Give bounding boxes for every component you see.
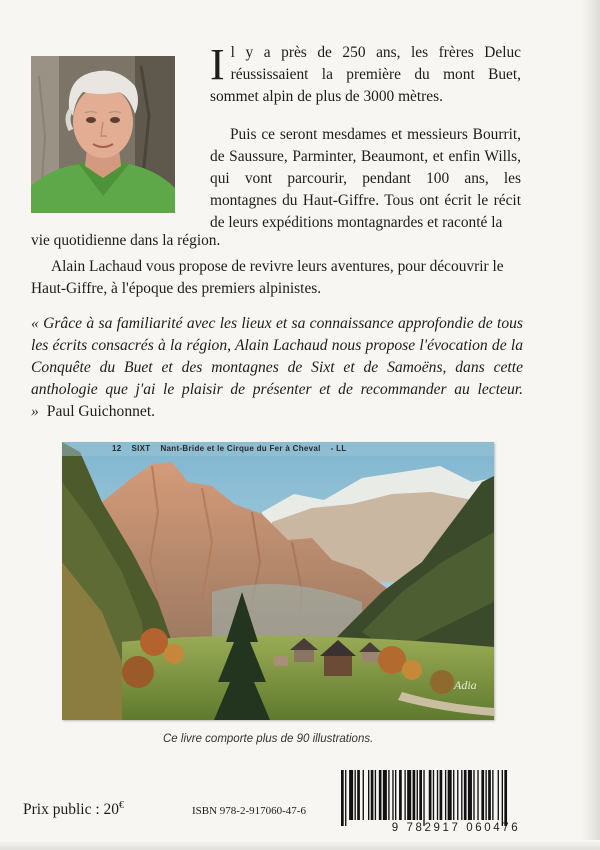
barcode-bar	[477, 770, 478, 820]
page-edge-shadow	[582, 0, 600, 850]
barcode-bar	[437, 770, 438, 820]
price-label	[23, 800, 124, 819]
price-text: Prix public : 20	[23, 801, 120, 819]
intro-paragraph-2-continued: vie quotidienne dans la région.	[31, 232, 221, 249]
barcode-bar	[498, 770, 499, 820]
postcard-title: Nant-Bride et le Cirque du Fer à Cheval	[160, 444, 321, 453]
isbn-text: ISBN 978-2-917060-47-6	[192, 805, 306, 817]
intro-paragraph-1-text: l y a près de 250 ans, les frères Deluc réussissaient la première du mont Buet, sommet alpin de plus de 3000 mètres.	[210, 44, 521, 105]
barcode-bar	[423, 770, 424, 826]
barcode-bar	[419, 770, 422, 820]
barcode-bar	[440, 770, 443, 820]
barcode-bar	[357, 770, 360, 820]
intro-paragraph-3: Alain Lachaud vous propose de revivre leurs aventures, pour découvrir le Haut-Giffre, à l'époque des premiers alpinistes.	[31, 258, 504, 297]
barcode-bar	[399, 770, 402, 820]
drop-cap: I	[210, 40, 225, 89]
quote-author: Paul Guichonnet.	[46, 403, 156, 420]
barcode-bar	[445, 770, 446, 820]
barcode-bar	[395, 770, 396, 820]
intro-paragraph-2: Puis ce seront mesdames et messieurs Bourrit, de Saussure, Parminter, Beaumont, et enfin Wills, qui vont parcourir, pendant 100 ans, les montagnes du Haut-Giffre. Tous ont écrit le récit de leurs expéditions montagnardes et raconté la	[210, 126, 521, 231]
postcard-publisher: - LL	[330, 444, 347, 453]
barcode-bar	[417, 770, 418, 820]
barcode-bar	[485, 770, 486, 820]
price-currency: €	[119, 800, 125, 811]
barcode-bar	[488, 770, 491, 820]
barcode-bar	[429, 770, 432, 820]
barcode-bar	[473, 770, 474, 820]
endorsement-quote	[31, 313, 523, 423]
author-photo	[31, 56, 175, 213]
barcode-bar	[502, 770, 503, 826]
barcode-bar	[379, 770, 382, 820]
barcode-bar	[461, 770, 462, 820]
barcode-bar	[407, 770, 411, 820]
barcode-bar	[349, 770, 353, 820]
postcard-illustration	[62, 442, 494, 720]
barcode-bar	[404, 770, 405, 820]
barcode-bar	[413, 770, 416, 820]
intro-paragraph-1	[210, 42, 521, 108]
barcode-bar	[341, 770, 344, 826]
postcard-number: 12	[112, 444, 122, 453]
page-edge-bottom	[0, 840, 600, 850]
barcode-bar	[375, 770, 376, 820]
barcode-bar	[492, 770, 493, 820]
barcode-bar	[433, 770, 434, 820]
postcard-place: SIXT	[131, 444, 151, 453]
barcode-bar	[448, 770, 452, 820]
barcode-bar	[453, 770, 454, 820]
barcode-bar	[468, 770, 472, 820]
quote-text: « Grâce à sa familiarité avec les lieux et sa connaissance approfondie de tous les écrits consacrés à la région, Alain Lachaud nous propose l'évocation de la Conquête du Buet et des montagnes de Sixt et de Samoëns, dans cette anthologie que j'ai le plaisir de présenter et de recommander au lecteur. »	[31, 315, 523, 420]
postcard-caption	[112, 444, 357, 453]
barcode-bar	[363, 770, 364, 820]
barcode-bar	[388, 770, 389, 820]
barcode-bar	[371, 770, 374, 820]
barcode-bar	[464, 770, 467, 820]
barcode-bar	[345, 770, 346, 826]
barcode-bar	[383, 770, 387, 820]
postcard-signature: Adia	[454, 678, 477, 692]
barcode-bar	[355, 770, 356, 820]
barcode-bar	[504, 770, 507, 826]
barcode-bar	[481, 770, 484, 820]
illustration-note: Ce livre comporte plus de 90 illustrations.	[163, 733, 374, 745]
barcode-bar	[392, 770, 393, 820]
barcode-bar	[368, 770, 369, 820]
barcode-digits: 9 782917 060476	[391, 822, 521, 834]
barcode-bar	[457, 770, 458, 820]
barcode	[337, 770, 573, 826]
